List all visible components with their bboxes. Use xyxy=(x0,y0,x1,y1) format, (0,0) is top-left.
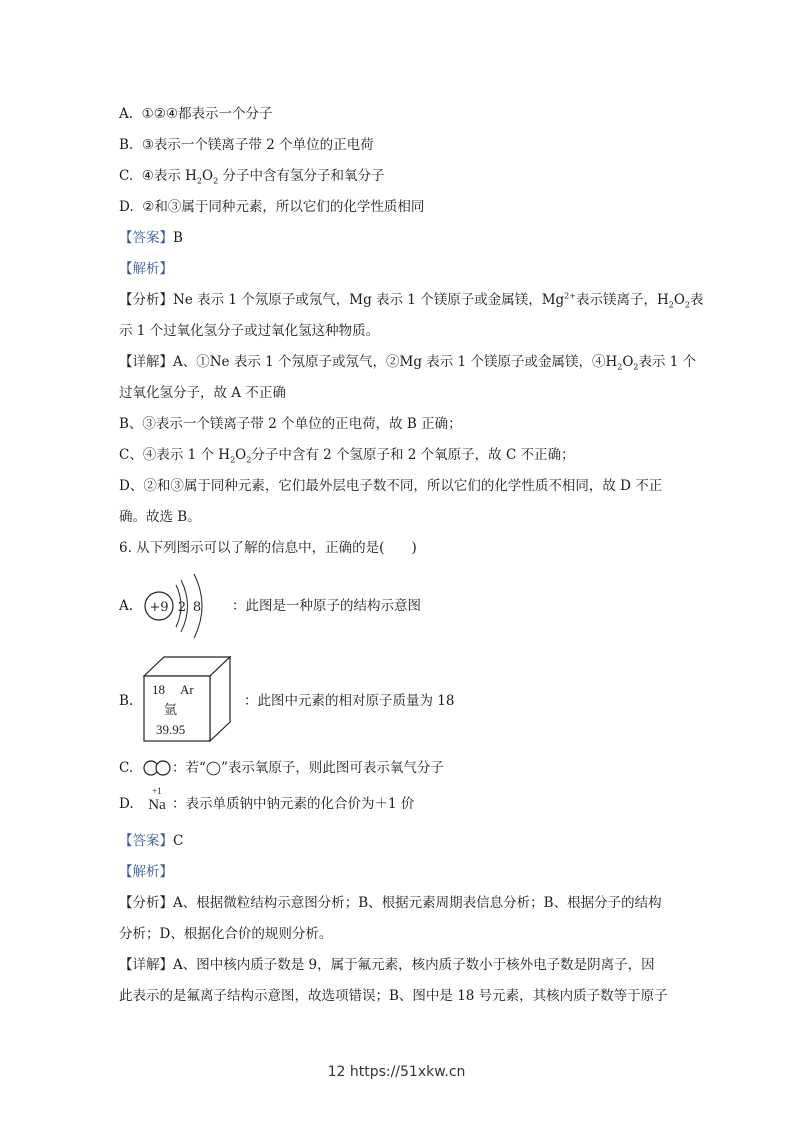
valence-charge: +1 xyxy=(152,786,162,796)
valence-symbol: Na xyxy=(148,797,166,813)
element-symbol: Ar xyxy=(180,682,194,697)
q6-fenxi-line2: 分析；D、根据化合价的规则分析。 xyxy=(119,926,333,942)
q6-stem: 6. 从下列图示可以了解的信息中，正确的是( ) xyxy=(119,540,417,556)
q6-option-b-text: ：此图中元素的相对原子质量为 18 xyxy=(244,693,455,709)
electron-count-2: 8 xyxy=(192,600,202,615)
page-footer xyxy=(0,1064,793,1080)
element-cube-diagram xyxy=(142,654,234,744)
q5-xiangjie-line1: 【详解】A、①Ne 表示 1 个氖原子或氖气，②Mg 表示 1 个镁原子或金属镁，$④H_2O_2$表示 1 个 xyxy=(119,354,697,372)
q6-option-a-text: ：此图是一种原子的结构示意图 xyxy=(232,598,421,614)
valence-notation xyxy=(145,787,169,817)
element-name: 氩 xyxy=(164,703,178,718)
q6-option-d-text: ：表示单质钠中钠元素的化合价为＋1 价 xyxy=(172,796,415,812)
q5-option-d: D. ②和③属于同种元素，所以它们的化学性质相同 xyxy=(119,199,425,215)
q5-option-c: C. ④表示 $H_2O_2$ 分子中含有氢分子和氧分子 xyxy=(119,168,385,186)
atom-circle-2 xyxy=(156,761,170,775)
q6-xiangjie-line1: 【详解】A、图中核内质子数是 9，属于氟元素，核内质子数小于核外电子数是阴离子，因 xyxy=(119,957,655,973)
q5-analysis-tag: 【解析】 xyxy=(119,261,173,277)
q5-option-b: B. ③表示一个镁离子带 2 个单位的正电荷 xyxy=(119,137,374,153)
electron-count-1: 2 xyxy=(177,600,187,615)
q5-fenxi-line1: 【分析】Ne 表示 1 个氖原子或氖气，Mg 表示 1 个镁原子或金属镁，$Mg^{2+}$表示镁离子，$H_2O_2$表 xyxy=(119,291,704,310)
q6-option-d-label: D. xyxy=(119,796,134,812)
q5-xiangjie-line6: 确。故选 B。 xyxy=(119,509,201,525)
q5-xiangjie-line3: B、③表示一个镁离子带 2 个单位的正电荷，故 B 正确； xyxy=(119,416,462,432)
q6-analysis-tag: 【解析】 xyxy=(119,864,173,880)
atomic-mass: 39.95 xyxy=(156,722,186,737)
q5-answer: 【答案】B xyxy=(119,230,183,246)
q6-fenxi-line1: 【分析】A、根据微粒结构示意图分析；B、根据元素周期表信息分析；B、根据分子的结构 xyxy=(119,895,662,911)
q6-answer: 【答案】C xyxy=(119,833,184,849)
q6-option-c-label: C. xyxy=(119,760,134,776)
atomic-structure-diagram xyxy=(140,568,220,640)
q6-option-b-label: B. xyxy=(119,693,134,709)
q6-xiangjie-line2: 此表示的是氟离子结构示意图，故选项错误；B、图中是 18 号元素，其核内质子数等于原子 xyxy=(119,988,668,1004)
footer-url[interactable]: https://51xkw.cn xyxy=(349,1064,466,1080)
q5-xiangjie-line4: C、④表示 1 个 $H_2O_2$分子中含有 2 个氢原子和 2 个氧原子，故 C 不正确； xyxy=(119,447,575,465)
page-number: 12 xyxy=(327,1064,346,1080)
q5-xiangjie-line2: 过氧化氢分子，故 A 不正确 xyxy=(119,385,286,401)
atomic-number: 18 xyxy=(152,682,165,697)
q5-xiangjie-line5: D、②和③属于同种元素，它们最外层电子数不同，所以它们的化学性质不相同，故 D 不正 xyxy=(119,478,663,494)
q5-option-a: A. ①②④都表示一个分子 xyxy=(119,106,273,122)
nucleus-charge: +9 xyxy=(149,600,169,615)
oxygen-molecule-icon xyxy=(142,759,172,777)
q6-option-c-text: ：若“◯”表示氧原子，则此图可表示氧气分子 xyxy=(172,760,444,776)
q5-fenxi-line2: 示 1 个过氧化氢分子或过氧化氢这种物质。 xyxy=(119,323,380,339)
q6-option-a-label: A. xyxy=(119,598,134,614)
